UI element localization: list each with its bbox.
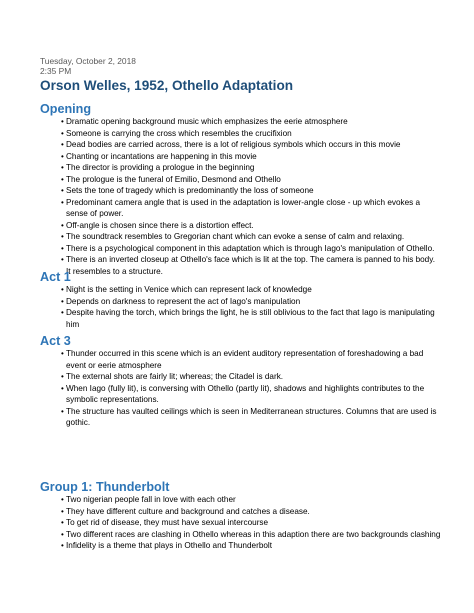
list-item-text: The external shots are fairly lit; whereas; the Citadel is dark. xyxy=(66,372,284,381)
bullet-icon: • xyxy=(61,243,64,253)
list-item[interactable] xyxy=(0,517,441,529)
list-item-text: Sets the tone of tragedy which is predominantly the loss of someone xyxy=(66,186,314,195)
list-item-text: Depends on darkness to represent the act of Iago's manipulation xyxy=(66,296,301,306)
bullet-icon: • xyxy=(61,255,64,264)
bullet-icon: • xyxy=(61,349,64,358)
list-item[interactable] xyxy=(0,243,441,255)
list-item[interactable] xyxy=(0,116,441,128)
heading-act-3[interactable]: Act 3 xyxy=(40,334,71,348)
list-item-text: Night is the setting in Venice which can represent lack of knowledge xyxy=(66,285,312,294)
list-item-text: Dramatic opening background music which emphasizes the eerie atmosphere xyxy=(66,117,348,126)
list-item[interactable] xyxy=(0,540,441,552)
list-item-text: Off-angle is chosen since there is a distortion effect. xyxy=(66,220,254,230)
act-1-list xyxy=(0,284,441,330)
list-item-text: Predominant camera angle that is used in the adaptation is lower-angle close - up which evokes a sense of power. xyxy=(66,197,421,218)
list-item[interactable] xyxy=(0,220,441,232)
bullet-icon: • xyxy=(61,372,64,381)
list-item-text: They have different culture and background and catches a disease. xyxy=(66,506,310,516)
list-item-text: The prologue is the funeral of Emilio, Desmond and Othello xyxy=(66,174,281,184)
bullet-icon: • xyxy=(61,529,64,539)
bullet-icon: • xyxy=(61,232,64,241)
act-3-list xyxy=(0,348,441,429)
bullet-icon: • xyxy=(61,128,64,138)
bullet-icon: • xyxy=(61,186,64,195)
list-item-text: There is an inverted closeup at Othello's face which is lit at the top. The camera is panned to his body. It resembles to a structure. xyxy=(66,255,435,276)
list-item-text: The soundtrack resembles to Gregorian chant which can evoke a sense of calm and relaxing. xyxy=(66,232,405,241)
heading-opening[interactable]: Opening xyxy=(40,102,92,116)
list-item[interactable] xyxy=(0,296,441,308)
list-item[interactable] xyxy=(0,371,441,383)
list-item-text: Someone is carrying the cross which resembles the crucifixion xyxy=(66,128,292,138)
list-item[interactable] xyxy=(0,494,441,506)
list-item[interactable] xyxy=(0,174,441,186)
list-item[interactable] xyxy=(0,506,441,518)
list-item[interactable] xyxy=(0,185,441,197)
bullet-icon: • xyxy=(61,308,64,317)
bullet-icon: • xyxy=(61,541,64,550)
bullet-icon: • xyxy=(61,506,64,516)
group-1-list xyxy=(0,494,441,552)
bullet-icon: • xyxy=(61,406,64,416)
list-item[interactable] xyxy=(0,383,441,406)
heading-group-1[interactable]: Group 1: Thunderbolt xyxy=(40,480,170,494)
list-item-text: Chanting or incantations are happening in this movie xyxy=(66,151,257,161)
list-item[interactable] xyxy=(0,284,441,296)
bullet-icon: • xyxy=(61,383,64,393)
list-item-text: Two different races are clashing in Othello whereas in this adaption there are two backgrounds clashing xyxy=(66,529,441,539)
list-item-text: The director is providing a prologue in the beginning xyxy=(66,163,255,172)
note-time: 2:35 PM xyxy=(40,66,72,76)
list-item-text: Infidelity is a theme that plays in Othello and Thunderbolt xyxy=(66,541,273,550)
heading-act-1[interactable]: Act 1 xyxy=(40,270,71,284)
list-item[interactable] xyxy=(0,151,441,163)
note-date: Tuesday, October 2, 2018 xyxy=(40,56,136,66)
list-item-text: Dead bodies are carried across, there is a lot of religious symbols which occurs in this movie xyxy=(66,140,401,149)
list-item[interactable] xyxy=(0,231,441,243)
list-item[interactable] xyxy=(0,162,441,174)
list-item-text: To get rid of disease, they must have sexual intercourse xyxy=(66,518,269,527)
bullet-icon: • xyxy=(61,117,64,126)
list-item-text: There is a psychological component in this adaptation which is through Iago's manipulation of Othello. xyxy=(66,243,435,253)
list-item[interactable] xyxy=(0,128,441,140)
bullet-icon: • xyxy=(61,220,64,230)
bullet-icon: • xyxy=(61,296,64,306)
opening-list xyxy=(0,116,441,277)
bullet-icon: • xyxy=(61,285,64,294)
bullet-icon: • xyxy=(61,197,64,207)
page-title[interactable]: Orson Welles, 1952, Othello Adaptation xyxy=(40,78,294,93)
list-item[interactable] xyxy=(0,139,441,151)
list-item[interactable] xyxy=(0,529,441,541)
list-item-text: Despite having the torch, which brings the light, he is still oblivious to the fact that Iago is manipulating him xyxy=(66,308,435,329)
list-item-text: The structure has vaulted ceilings which is seen in Mediterranean structures. Columns that are used is gothic. xyxy=(66,406,437,427)
list-item[interactable] xyxy=(0,406,441,429)
bullet-icon: • xyxy=(61,174,64,184)
list-item[interactable] xyxy=(0,348,441,371)
list-item-text: Two nigerian people fall in love with each other xyxy=(66,495,236,504)
bullet-icon: • xyxy=(61,495,64,504)
bullet-icon: • xyxy=(61,140,64,149)
bullet-icon: • xyxy=(61,518,64,527)
bullet-icon: • xyxy=(61,151,64,161)
list-item[interactable] xyxy=(0,307,441,330)
list-item-text: When Iago (fully lit), is conversing with Othello (partly lit), shadows and highlights contributes to the symbolic representations. xyxy=(66,383,425,404)
list-item-text: Thunder occurred in this scene which is an evident auditory representation of foreshadowing a bad event or eerie atmosphere xyxy=(66,349,424,370)
list-item[interactable] xyxy=(0,197,441,220)
bullet-icon: • xyxy=(61,163,64,172)
